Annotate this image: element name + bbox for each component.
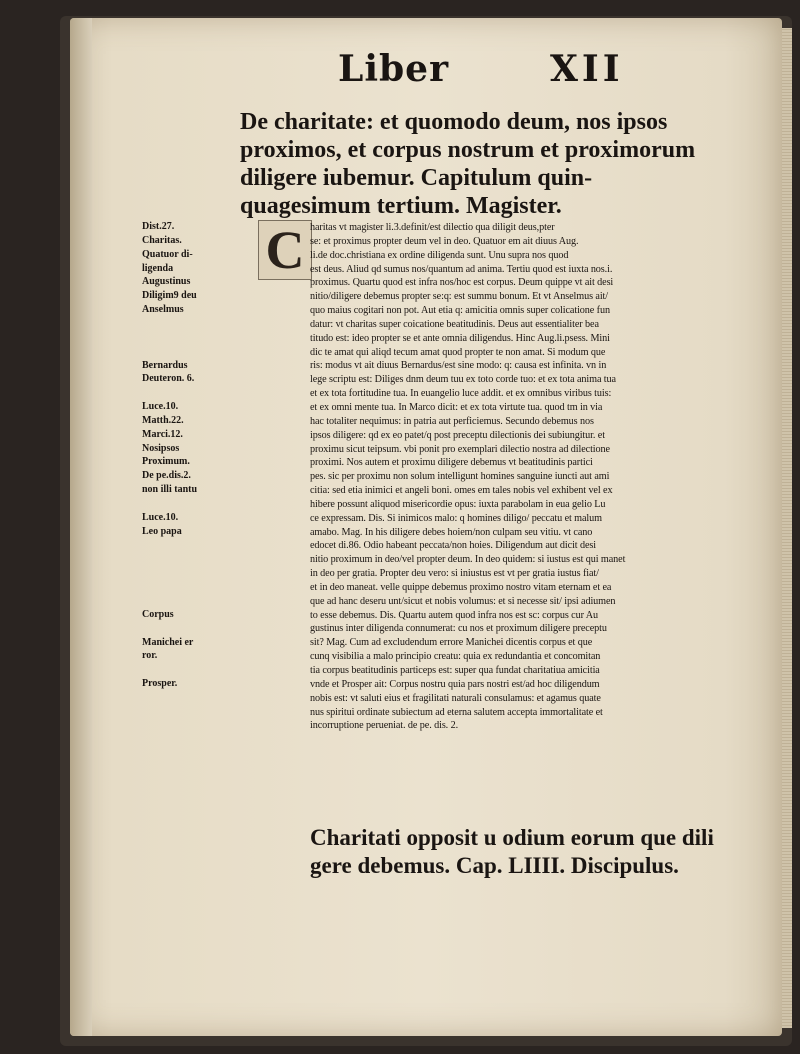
next-chapter-heading	[310, 824, 760, 880]
body-line: est deus. Aliud qd sumus nos/quantum ad anima. Tertiu quod est iuxta nos.i.	[310, 263, 613, 275]
body-line: titudo est: ideo propter se et ante omnia diligendus. Hinc Aug.li.psess. Mini	[310, 332, 610, 344]
next-chapter-heading-line: Charitati opposit u odium eorum que dili	[310, 825, 714, 850]
body-line: et ex tota fortitudine tua. In euangelio luce addit. et ex omnibus viribus tuis:	[310, 388, 612, 400]
body-line: vnde et Prosper ait: Corpus nostru quia pars nostri est/ad hoc diligendum	[310, 678, 600, 690]
margin-note: Anselmus	[142, 304, 184, 316]
margin-note: Corpus	[142, 608, 174, 620]
running-head-liber: Liber	[338, 48, 450, 90]
decorated-initial: C	[258, 220, 312, 280]
margin-note: Prosper.	[142, 678, 178, 690]
body-line: dic te amat qui aliqd tecum amat quod propter te non amat. Si modum que	[310, 346, 606, 358]
body-line: proximu sicut teipsum. vbi ponit pro exemplari dilectio nostra ad dilectione	[310, 443, 610, 455]
body-line: sit? Mag. Cum ad excludendum errore Manichei dicentis corpus et que	[310, 637, 593, 649]
margin-note: Luce.10.	[142, 401, 179, 413]
chapter-heading-line: De charitate: et quomodo deum, nos ipsos	[240, 109, 668, 135]
body-line: li.de doc.christiana ex ordine diligenda sunt. Unu supra nos quod	[310, 249, 569, 261]
body-line: citia: sed etia inimici et angeli boni. omes em tales nobis vel exhibent vel ex	[310, 485, 613, 497]
body-line: nitio proximum in deo/vel propter deum. In deo quidem: si iustus est qui manet	[310, 554, 626, 566]
margin-note: Luce.10.	[142, 511, 179, 523]
margin-note: Manichei er	[142, 636, 194, 648]
body-line: gustinus inter diligenda connumerat: cu nos et proximum diligere preceptu	[310, 623, 607, 635]
chapter-heading-line: diligere iubemur. Capitulum quin-	[240, 165, 593, 191]
chapter-heading	[240, 108, 760, 220]
body-line: se: et proximus propter deum vel in deo. Quatuor em ait diuus Aug.	[310, 235, 579, 247]
body-line: et in deo maneat. velle quippe debemus proximo nostro vitam eternam et ea	[310, 581, 612, 593]
book-page	[70, 18, 782, 1036]
body-line: hibere possunt aliquod misericordie opus: iuxta parabolam in eua gelio Lu	[310, 498, 606, 510]
body-line: cunq visibilia a malo principio creatu: quia ex redundantia et concomitan	[310, 651, 601, 663]
margin-note: Leo papa	[142, 525, 182, 537]
body-line: nus spiritui ordinate subiectum ad eterna salutem accepta immortalitate et	[310, 706, 603, 718]
margin-note: ror.	[142, 650, 158, 662]
body-line: proximus. Quartu quod est infra nos/hoc est corpus. Deum quippe vt ait desi	[310, 277, 614, 289]
margin-note: Dist.27.	[142, 221, 175, 232]
body-line: ipsos diligere: qd ex eo patet/q post preceptu dilectionis dei subiungitur. et	[310, 429, 605, 441]
body-line: ce expressam. Dis. Si inimicos malo: q homines diligo/ peccatu et malum	[310, 512, 602, 524]
margin-note: Diligim9 deu	[142, 290, 197, 302]
page-edge	[782, 28, 792, 1028]
body-text	[310, 221, 750, 733]
body-line: incorruptione perueniat. de pe. dis. 2.	[310, 720, 459, 732]
body-line: quo maius cogitari non pot. Aut etia q: amicitia omnis super colicatione fun	[310, 305, 610, 317]
margin-note: Proximum.	[142, 456, 190, 468]
margin-note: non illi tantu	[142, 484, 198, 496]
page-gutter	[70, 18, 92, 1036]
chapter-heading-line: proximos, et corpus nostrum et proximorum	[240, 137, 696, 163]
margin-note: ligenda	[142, 262, 174, 274]
margin-note: De pe.dis.2.	[142, 470, 191, 482]
running-head	[70, 48, 782, 104]
body-line: to esse debemus. Dis. Quartu autem quod infra nos est sc: corpus cur Au	[310, 609, 598, 621]
next-chapter-heading-line: gere debemus. Cap. LIIII. Discipulus.	[310, 853, 679, 878]
body-line: nitio/diligere debemus propter se:q: est summu bonum. Et vt Anselmus ait/	[310, 291, 609, 303]
margin-note: Deuteron. 6.	[142, 373, 195, 385]
body-line: pes. sic per proximu non solum intelligunt homines sanguine iuncti aut ami	[310, 471, 610, 483]
body-line: haritas vt magister li.3.definit/est dilectio qua diligit deus,pter	[310, 222, 555, 233]
body-line: ris: modus vt ait diuus Bernardus/est sine modo: q: causa est infinita. vn in	[310, 360, 607, 372]
body-line: que ad hanc deseru unt/sicut et nobis volumus: et si necesse sit/ ipsi adiumen	[310, 595, 616, 607]
margin-note: Nosipsos	[142, 442, 180, 454]
body-line: proximi. Nos autem et proximu diligere debemus vt beatitudinis partici	[310, 457, 593, 469]
body-line: nobis est: vt saluti eius et fragilitati naturali consulamus: et agamus quate	[310, 692, 601, 704]
body-line: tia corpus beatitudinis particeps est: super qua fundat charitatiua amicitia	[310, 665, 600, 676]
margin-note: Charitas.	[142, 234, 182, 246]
body-line: in deo per gratia. Propter deu vero: si iniustus est vt per gratia iustus fiat/	[310, 568, 599, 580]
chapter-heading-line: quagesimum tertium. Magister.	[240, 193, 562, 219]
body-line: et ex omni mente tua. In Marco dicit: et ex tota virtute tua. quod tm in via	[310, 401, 603, 413]
margin-note: Quatuor di-	[142, 248, 193, 260]
margin-note: Marci.12.	[142, 428, 183, 440]
margin-note: Bernardus	[142, 359, 188, 371]
body-line: edocet di.86. Odio habeant peccata/non hoies. Diligendum aut dicit desi	[310, 540, 596, 552]
body-line: lege scriptu est: Diliges dnm deum tuu ex toto corde tuo: et ex tota anima tua	[310, 374, 616, 386]
body-line: datur: vt charitas super coicatione beatitudinis. Deus aut essentialiter bea	[310, 318, 599, 330]
body-line: amabo. Mag. In his diligere debes hoiem/non culpam seu vitiu. vt cano	[310, 526, 593, 538]
running-head-folio: XII	[550, 48, 624, 90]
body-line: hac totaliter nequimus: in patria aut perficiemus. Secundo debemus nos	[310, 415, 594, 427]
margin-note: Matth.22.	[142, 414, 184, 426]
margin-note: Augustinus	[142, 276, 191, 288]
